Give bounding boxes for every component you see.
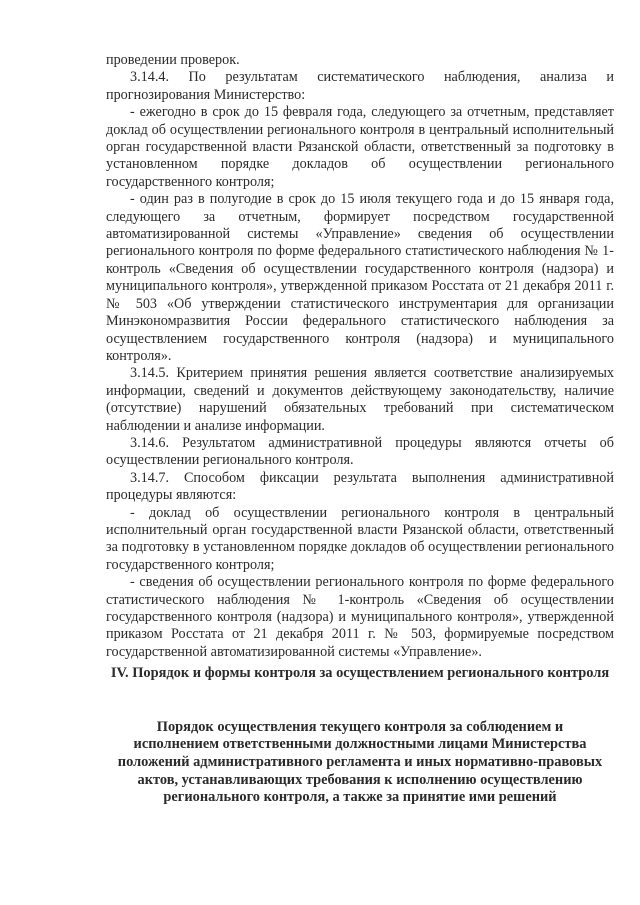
paragraph-3-14-4: 3.14.4. По результатам систематического наблюдения, анализа и прогнозирования Министерство: — [106, 69, 614, 103]
section-heading: IV. Порядок и формы контроля за осуществлением регионального контроля — [110, 665, 610, 682]
paragraph-3-14-6: 3.14.6. Результатом административной процедуры являются отчеты об осуществлении регионального контроля. — [106, 434, 614, 469]
list-item-annual-report: - ежегодно в срок до 15 февраля года, следующего за отчетным, представляет доклад об осуществлении регионального контроля в центральный исполнительный орган государственной власти Рязанской области, ответственный за подготовку в установленном порядке докладов об осуществлении регионального государственного контроля; — [106, 104, 614, 190]
paragraph-3-14-5: 3.14.5. Критерием принятия решения является соответствие анализируемых информации, сведений и документов действующему законодательству, наличие (отсутствие) нарушений обязательных требований при систематическом наблюдении и анализе информации. — [106, 365, 614, 434]
list-item-statistics: - сведения об осуществлении регионального контроля по форме федерального статистического наблюдения № 1-контроль «Сведения об осуществлении государственного контроля (надзора) и муниципального контроля», утвержденной приказом Росстата от 21 декабря 2011 г. № 503, формируемые посредством государственной автоматизированной системы «Управление». — [106, 574, 614, 660]
list-item-semiannual-report: - один раз в полугодие в срок до 15 июля текущего года и до 15 января года, следующего за отчетным, формирует посредством государственной автоматизированной системы «Управление» сведения об осуществлении регионального контроля по форме федерального статистического наблюдения № 1-контроль «Сведения об осуществлении государственного контроля (надзора) и муниципального контроля», утвержденной приказом Росстата от 21 декабря 2011 г. № 503 «Об утверждении статистического инструментария для организации Минэкономразвития России федерального статистического наблюдения за осуществлением государственного контроля (надзора) и муниципального контроля». — [106, 191, 614, 364]
subsection-heading: Порядок осуществления текущего контроля за соблюдением и исполнением ответственными должностными лицами Министерства положений административного регламента и иных нормативно-правовых актов, устанавливающих требования к исполнению осуществлению регионального контроля, а также за принятие ими решений — [117, 718, 603, 806]
paragraph-continuation: проведении проверок. — [106, 52, 240, 68]
list-item-report: - доклад об осуществлении регионального контроля в центральный исполнительный орган государственной власти Рязанской области, ответственный за подготовку в установленном порядке докладов об осуществлении регионального государственного контроля; — [106, 504, 614, 573]
paragraph-3-14-7: 3.14.7. Способом фиксации результата выполнения административной процедуры являются: — [106, 469, 614, 504]
